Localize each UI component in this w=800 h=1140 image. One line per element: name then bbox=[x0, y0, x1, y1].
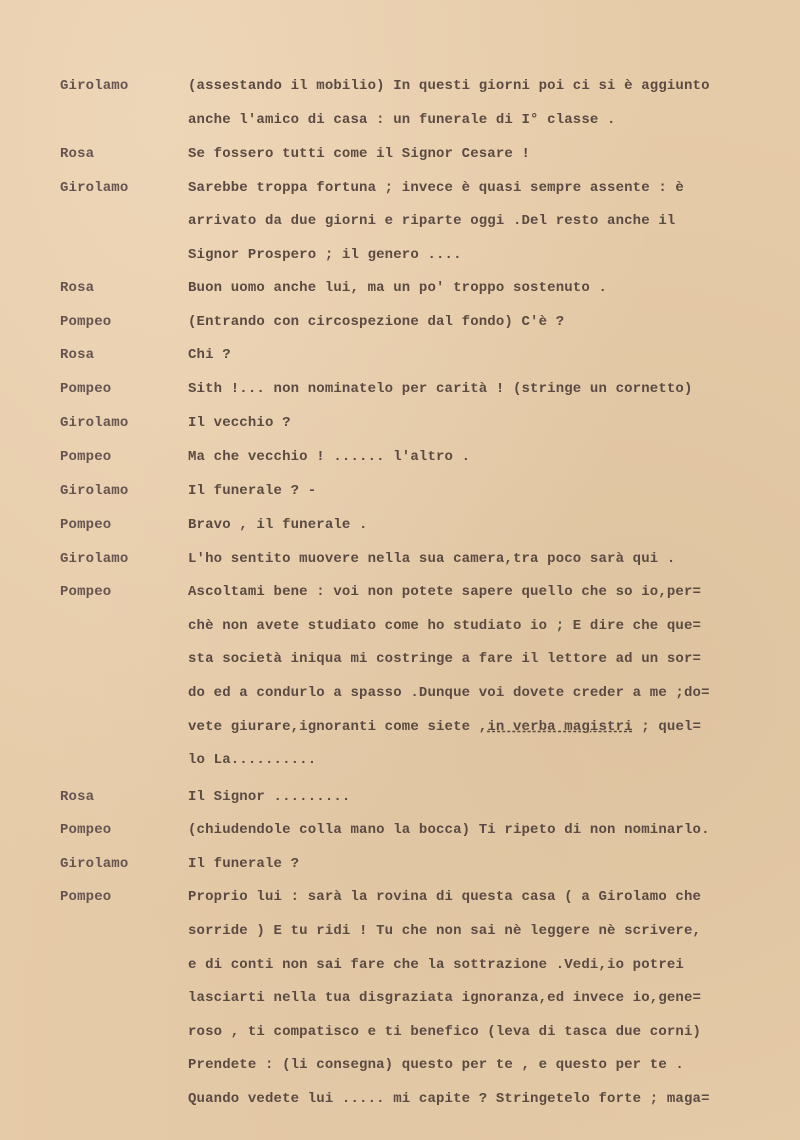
dialogue-text: sorride ) E tu ridi ! Tu che non sai nè leggere nè scrivere, bbox=[188, 923, 702, 939]
dialogue-text bbox=[188, 717, 701, 737]
dialogue-line bbox=[0, 683, 800, 703]
speaker-name: Pompeo bbox=[60, 584, 112, 600]
speaker-name: Girolamo bbox=[60, 551, 129, 567]
dialogue-line bbox=[0, 921, 800, 941]
speaker-name: Pompeo bbox=[60, 449, 112, 465]
dialogue-line bbox=[0, 110, 800, 130]
dialogue-line bbox=[0, 515, 800, 535]
speaker-name: Rosa bbox=[60, 280, 95, 296]
dialogue-line bbox=[0, 211, 800, 231]
dialogue-line bbox=[0, 854, 800, 874]
dialogue-text: Chi ? bbox=[188, 347, 231, 363]
dialogue-text: L'ho sentito muovere nella sua camera,tra poco sarà qui . bbox=[188, 551, 676, 567]
speaker-name: Rosa bbox=[60, 789, 95, 805]
dialogue-line bbox=[0, 312, 800, 332]
dialogue-line bbox=[0, 178, 800, 198]
speaker-name: Girolamo bbox=[60, 415, 129, 431]
dialogue-line bbox=[0, 379, 800, 399]
dialogue-text: lasciarti nella tua disgraziata ignoranza,ed invece io,gene= bbox=[188, 990, 702, 1006]
speaker-name: Girolamo bbox=[60, 856, 129, 872]
speaker-name: Girolamo bbox=[60, 483, 129, 499]
dialogue-text-part: vete giurare,ignoranti come siete , bbox=[188, 719, 488, 735]
speaker-name: Pompeo bbox=[60, 381, 112, 397]
speaker-name: Pompeo bbox=[60, 822, 112, 838]
dialogue-line bbox=[0, 1022, 800, 1042]
dialogue-line bbox=[0, 549, 800, 569]
dialogue-text: roso , ti compatisco e ti benefico (leva di tasca due corni) bbox=[188, 1024, 702, 1040]
dialogue-line bbox=[0, 955, 800, 975]
dialogue-line bbox=[0, 1055, 800, 1075]
dialogue-text: Buon uomo anche lui, ma un po' troppo sostenuto . bbox=[188, 280, 608, 296]
dialogue-text: Il Signor ......... bbox=[188, 789, 351, 805]
dialogue-text: Ma che vecchio ! ...... l'altro . bbox=[188, 449, 471, 465]
dialogue-text: Il vecchio ? bbox=[188, 415, 291, 431]
speaker-name: Rosa bbox=[60, 347, 95, 363]
dialogue-line bbox=[0, 887, 800, 907]
dialogue-line bbox=[0, 278, 800, 298]
dialogue-line bbox=[0, 1089, 800, 1109]
dialogue-text: arrivato da due giorni e riparte oggi .Del resto anche il bbox=[188, 213, 676, 229]
dialogue-text: Il funerale ? bbox=[188, 856, 300, 872]
dialogue-line bbox=[0, 76, 800, 96]
speaker-name: Girolamo bbox=[60, 78, 129, 94]
dialogue-line bbox=[0, 144, 800, 164]
dialogue-line bbox=[0, 988, 800, 1008]
dialogue-text: (Entrando con circospezione dal fondo) C'è ? bbox=[188, 314, 565, 330]
dialogue-line bbox=[0, 582, 800, 602]
dialogue-line bbox=[0, 245, 800, 265]
dialogue-line bbox=[0, 787, 800, 807]
dialogue-text: (assestando il mobilio) In questi giorni poi ci si è aggiunto bbox=[188, 78, 710, 94]
dialogue-text: Signor Prospero ; il genero .... bbox=[188, 247, 462, 263]
underlined-latin-phrase: in verba magistri bbox=[487, 719, 633, 735]
dialogue-line bbox=[0, 717, 800, 737]
dialogue-text: Ascoltami bene : voi non potete sapere quello che so io,per= bbox=[188, 584, 702, 600]
dialogue-text: Sith !... non nominatelo per carità ! (stringe un cornetto) bbox=[188, 381, 693, 397]
speaker-name: Pompeo bbox=[60, 314, 112, 330]
dialogue-text: Il funerale ? - bbox=[188, 483, 317, 499]
dialogue-text: Se fossero tutti come il Signor Cesare ! bbox=[188, 146, 531, 162]
dialogue-text: anche l'amico di casa : un funerale di I° classe . bbox=[188, 112, 616, 128]
dialogue-text: (chiudendole colla mano la bocca) Ti ripeto di non nominarlo. bbox=[188, 822, 710, 838]
speaker-name: Rosa bbox=[60, 146, 95, 162]
dialogue-text: sta società iniqua mi costringe a fare il lettore ad un sor= bbox=[188, 651, 702, 667]
dialogue-text: Bravo , il funerale . bbox=[188, 517, 368, 533]
dialogue-line bbox=[0, 649, 800, 669]
dialogue-text: Proprio lui : sarà la rovina di questa casa ( a Girolamo che bbox=[188, 889, 702, 905]
dialogue-line bbox=[0, 413, 800, 433]
dialogue-line bbox=[0, 616, 800, 636]
speaker-name: Pompeo bbox=[60, 889, 112, 905]
speaker-name: Girolamo bbox=[60, 180, 129, 196]
dialogue-line bbox=[0, 481, 800, 501]
dialogue-text: lo La.......... bbox=[188, 752, 317, 768]
dialogue-line bbox=[0, 345, 800, 365]
dialogue-text: Sarebbe troppa fortuna ; invece è quasi sempre assente : è bbox=[188, 180, 684, 196]
dialogue-line bbox=[0, 820, 800, 840]
dialogue-text: chè non avete studiato come ho studiato io ; E dire che que= bbox=[188, 618, 702, 634]
dialogue-line bbox=[0, 750, 800, 770]
dialogue-text: Quando vedete lui ..... mi capite ? Stringetelo forte ; maga= bbox=[188, 1091, 710, 1107]
dialogue-text: e di conti non sai fare che la sottrazione .Vedi,io potrei bbox=[188, 957, 684, 973]
dialogue-text: do ed a condurlo a spasso .Dunque voi dovete creder a me ;do= bbox=[188, 685, 710, 701]
speaker-name: Pompeo bbox=[60, 517, 112, 533]
dialogue-text-part: ; quel= bbox=[632, 719, 702, 735]
dialogue-text: Prendete : (li consegna) questo per te , e questo per te . bbox=[188, 1057, 684, 1073]
dialogue-line bbox=[0, 447, 800, 467]
